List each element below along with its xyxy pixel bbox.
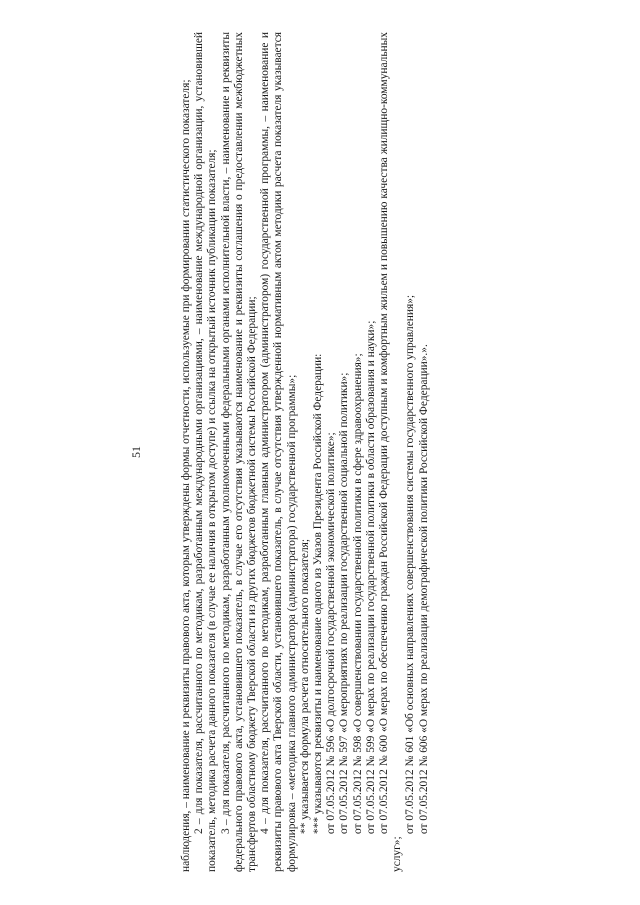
decree-596: от 07.05.2012 № 596 «О долгосрочной государственной экономической политике»; (325, 432, 338, 834)
paragraph-4: 4 – для показателя, рассчитанного по методикам, разработанным главным администратором (администратором) государственной программы, – наименование и реквизиты правового акта Тверской области, установившего показатель, в случае отсутствия утвержденной нормативным актом методики расчета показателя указывается формулировка – «методика главного администратора (администратора) государственной программы»; (259, 32, 298, 872)
paragraph-2: 2 – для показателя, рассчитанного по методикам, разработанным международными организациями, – наименование международной организации, установившей показатель, методика расчета данного показателя (в случае ее наличия в открытом доступе) и ссылка на открытый источник публикации показателя; (193, 32, 219, 872)
paragraph-6: *** указываются реквизиты и наименование одного из Указов Президента Российской Федерации: (312, 353, 325, 834)
decree-601: от 07.05.2012 № 601 «Об основных направлениях совершенствования системы государственного управления»; (404, 294, 417, 834)
decree-599: от 07.05.2012 № 599 «О мерах по реализации государственной политики в области образования и науки»; (364, 320, 377, 834)
page-number: 51 (129, 446, 143, 458)
rotated-content (130, 32, 510, 872)
paragraph-1: наблюдения, – наименование и реквизиты правового акта, которым утверждены формы отчетности, используемые при формировании статистического показателя; (180, 79, 192, 872)
paragraph-5: ** указывается формула расчета относительного показателя; (298, 538, 311, 834)
paragraph-3: 3 – для показателя, рассчитанного по методикам, разработанным уполномоченными федеральными органами исполнительной власти, – наименование и реквизиты федерального правового акта, установившего показатель, в случае его отсутствия указываются наименование и реквизиты соглашения о предоставлении межбюджетных трансфертов областному бюджету Тверской области из других бюджетов бюджетной системы Российской Федерации; (219, 32, 259, 872)
decree-600: от 07.05.2012 № 600 «О мерах по обеспечению граждан Российской Федерации доступным и комфортным жильем и повышению качества жилищно-коммунальных услуг»; (378, 32, 404, 872)
document-body (180, 32, 431, 872)
decree-598: от 07.05.2012 № 598 «О совершенствовании государственной политики в сфере здравоохранения»; (351, 353, 364, 834)
decree-606: от 07.05.2012 № 606 «О мерах по реализации демографической политики Российской Федерации».». (417, 344, 430, 834)
decree-597: от 07.05.2012 № 597 «О мероприятиях по реализации государственной социальной политики»; (338, 372, 351, 834)
